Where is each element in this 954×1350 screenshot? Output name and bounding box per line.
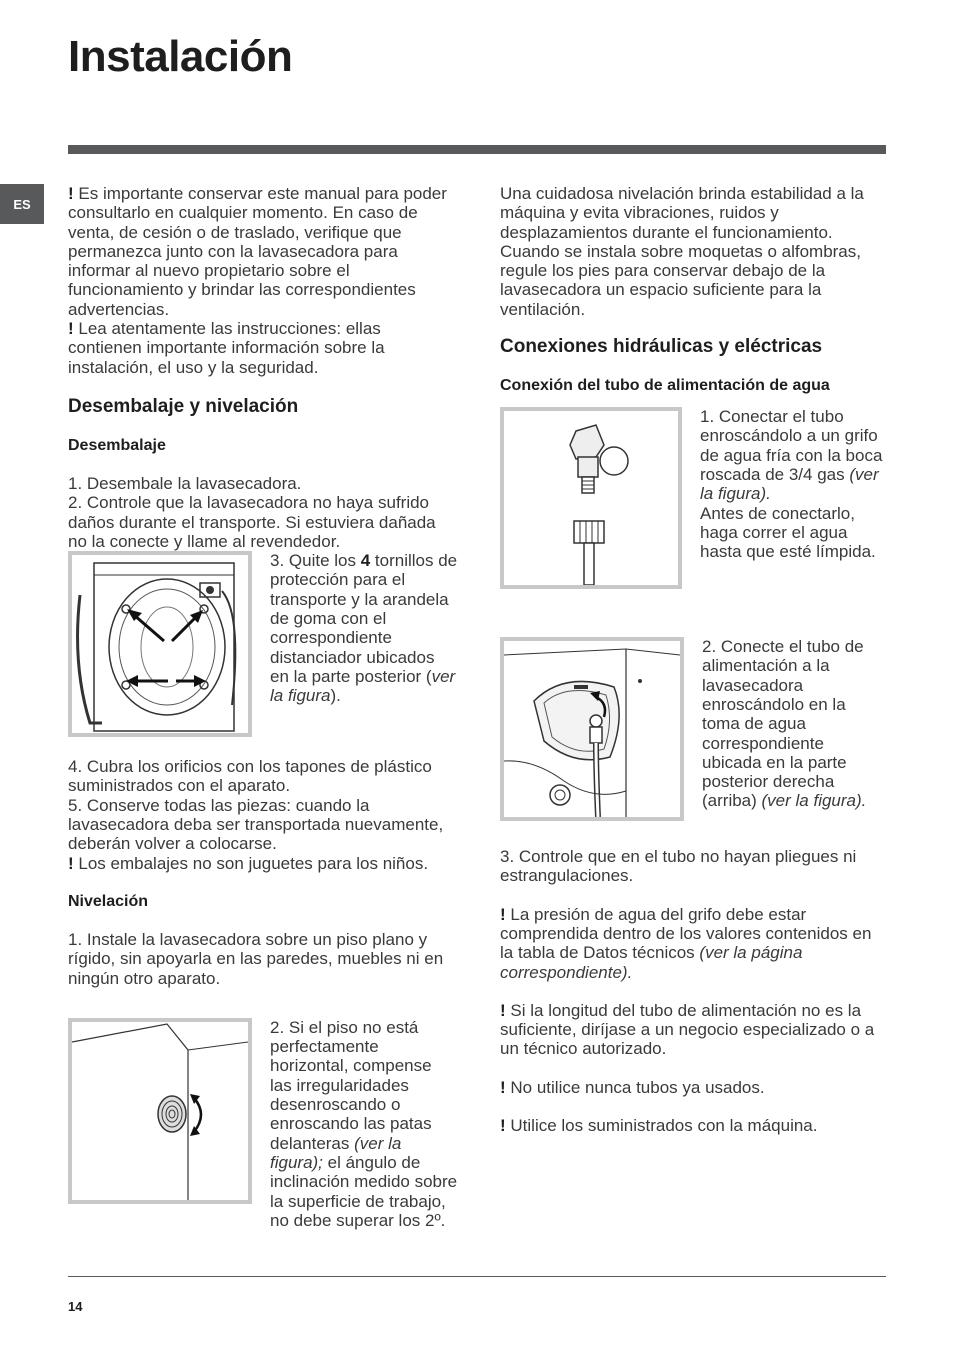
washer-rear-illustration xyxy=(72,555,248,733)
unpack-step-5: 5. Conserve todas las piezas: cuando la lavasecadora deba ser transportada nuevamente, deberán volver a colocarse. xyxy=(68,795,444,854)
unpack-step-4: 4. Cubra los orificios con los tapones de plástico suministrados con el aparato. xyxy=(68,757,432,796)
tap-figure-row xyxy=(500,407,886,589)
leveling-continuation: Una cuidadosa nivelación brinda estabilidad a la máquina y evita vibraciones, ruidos y desplazamientos durante el funcionamiento. Cuando se instala sobre moquetas o alfombras, regule los pies para conservar debajo de la lavasecadora un espacio suficiente para la ventilación. xyxy=(500,184,864,319)
footer-rule xyxy=(68,1276,886,1277)
water-step-1: 1. Conectar el tubo enroscándolo a un grifo de agua fría con la boca roscada de 3/4 gas (ver la figura). Antes de conectarlo, haga correr el agua hasta que esté límpida. xyxy=(700,407,883,562)
level-step-1: 1. Instale la lavasecadora sobre un piso plano y rígido, sin apoyarla en las paredes, muebles ni en ningún otro aparato. xyxy=(68,929,444,988)
inlet-connection-figure xyxy=(500,637,684,821)
inlet-connection-illustration xyxy=(504,641,680,817)
water-step-2: 2. Conecte el tubo de alimentación a la lavasecadora enroscándolo en la toma de agua correspondiente ubicada en la parte posterior derecha (arriba) (ver la figura). xyxy=(702,637,867,811)
subtitle-water-hose: Conexión del tubo de alimentación de agua xyxy=(500,377,830,395)
subtitle-leveling: Nivelación xyxy=(68,892,149,910)
warning-mark: ! xyxy=(500,1116,506,1136)
subtitle-unpacking: Desembalaje xyxy=(68,436,166,454)
title-rule xyxy=(68,145,886,154)
unpack-warning: ! Los embalajes no son juguetes para los niños. xyxy=(68,853,429,873)
warning-mark: ! xyxy=(500,1077,506,1097)
water-warning-pressure: ! La presión de agua del grifo debe estar comprendida dentro de los valores contenidos en la tabla de Datos técnicos (ver la página correspondiente). xyxy=(500,904,872,982)
water-step-3: 3. Controle que en el tubo no hayan pliegues ni estrangulaciones. xyxy=(500,847,857,886)
unpack-step-1: 1. Desembale la lavasecadora. xyxy=(68,473,302,493)
intro-paragraph-1: ! Es importante conservar este manual para poder consultarlo en cualquier momento. En caso de venta, de cesión o de traslado, verifique que permanezca junto con la lavasecadora para informar al nuevo propietario sobre el funcionamiento y brindar las correspondientes advertencias. xyxy=(68,184,447,319)
tap-connection-figure xyxy=(500,407,682,589)
page-title: Instalación xyxy=(68,32,293,81)
warning-mark: ! xyxy=(68,853,74,873)
water-warning-used: ! No utilice nunca tubos ya usados. xyxy=(500,1077,765,1097)
language-tab: ES xyxy=(0,184,44,224)
adjustable-foot-illustration xyxy=(72,1022,248,1200)
warning-mark: ! xyxy=(500,1000,506,1020)
warning-mark: ! xyxy=(68,319,74,339)
level-figure-row xyxy=(68,1018,458,1230)
tap-connection-illustration xyxy=(504,411,678,585)
unpack-step-3: 3. Quite los 4 tornillos de protección para el transporte y la arandela de goma con el correspondiente distanciador ubicados en la parte posterior (ver la figura). xyxy=(270,551,458,706)
intro-paragraph-2: ! Lea atentamente las instrucciones: ellas contienen importante información sobre la instalación, el uso y la seguridad. xyxy=(68,319,385,377)
section-title-unpacking-leveling: Desembalaje y nivelación xyxy=(68,395,299,417)
water-warning-supplied: ! Utilice los suministrados con la máquina. xyxy=(500,1116,818,1136)
unpack-step-2: 2. Controle que la lavasecadora no haya sufrido daños durante el transporte. Si estuviera dañada no la conecte y llame al revendedor. xyxy=(68,493,436,551)
washer-rear-figure xyxy=(68,551,252,737)
right-column xyxy=(500,184,886,1135)
section-title-connections: Conexiones hidráulicas y eléctricas xyxy=(500,336,823,358)
warning-mark: ! xyxy=(68,184,74,203)
warning-mark: ! xyxy=(500,904,506,924)
adjustable-foot-figure xyxy=(68,1018,252,1204)
level-step-2: 2. Si el piso no está perfectamente horizontal, compense las irregularidades desenroscando o enroscando las patas delanteras (ver la figura); el ángulo de inclinación medido sobre la superficie de trabajo, no debe superar los 2º. xyxy=(270,1017,458,1230)
inlet-figure-row xyxy=(500,637,886,821)
page-number: 14 xyxy=(68,1299,83,1314)
left-column xyxy=(68,184,458,1230)
water-warning-length: ! Si la longitud del tubo de alimentación no es la suficiente, diríjase a un negocio especializado o a un técnico autorizado. xyxy=(500,1000,875,1059)
unpack-figure-row xyxy=(68,551,458,737)
